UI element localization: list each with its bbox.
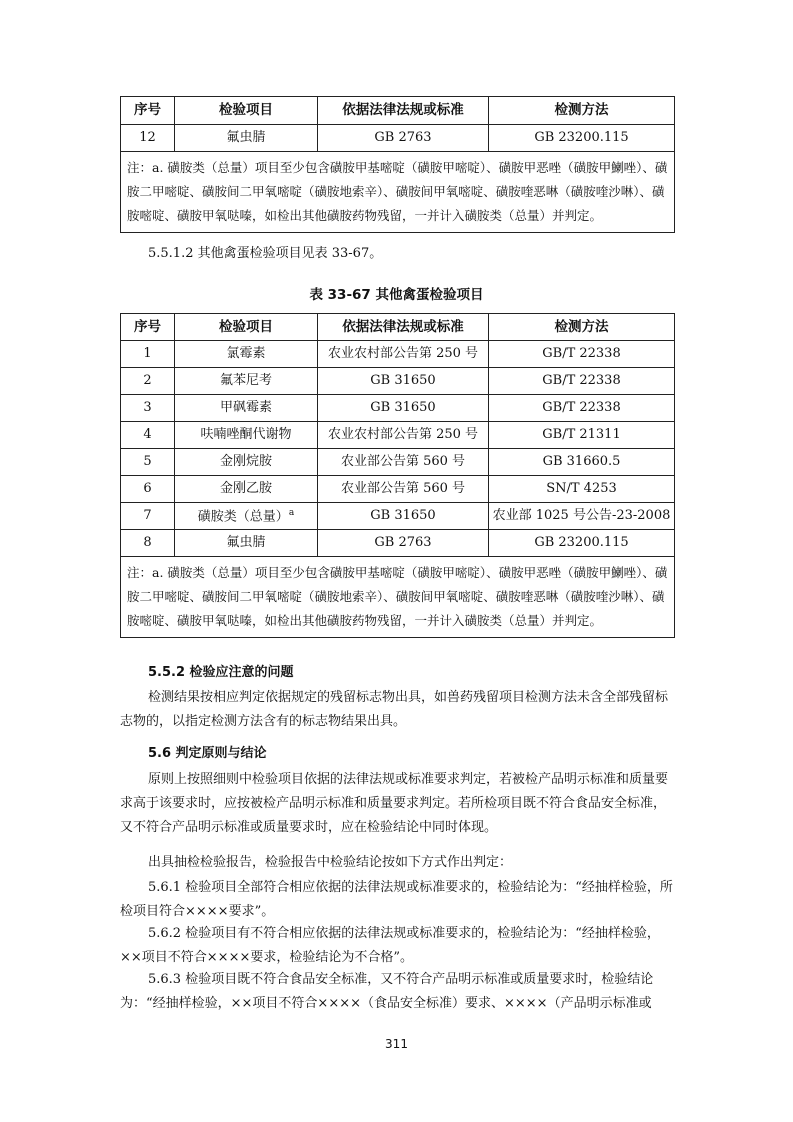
heading-552: 5.5.2 检验应注意的问题 xyxy=(148,665,294,680)
cell-item: 金刚烷胺 xyxy=(175,449,318,476)
table-row xyxy=(121,368,675,395)
cell-item: 金刚乙胺 xyxy=(175,476,318,503)
cell-method: GB 31660.5 xyxy=(489,449,675,476)
cell-method: SN/T 4253 xyxy=(489,476,675,503)
table-row xyxy=(121,530,675,557)
cell-method: GB/T 21311 xyxy=(489,422,675,449)
table-row xyxy=(121,341,675,368)
cell-item: 氟虫腈 xyxy=(175,530,318,557)
heading-56: 5.6 判定原则与结论 xyxy=(148,746,267,761)
cell-basis: GB 31650 xyxy=(318,395,489,422)
cell-index: 4 xyxy=(121,422,175,449)
cell-index: 6 xyxy=(121,476,175,503)
header-index: 序号 xyxy=(121,314,175,341)
cell-index: 8 xyxy=(121,530,175,557)
header-basis: 依据法律法规或标准 xyxy=(318,97,489,125)
footnote-marker: a xyxy=(288,507,295,518)
cell-index: 2 xyxy=(121,368,175,395)
cell-index: 7 xyxy=(121,503,175,530)
paragraph-56-2: 出具抽检检验报告，检验报告中检验结论按如下方式作出判定： xyxy=(148,855,513,870)
cell-item: 氟苯尼考 xyxy=(175,368,318,395)
cell-item: 氟虫腈 xyxy=(175,125,318,152)
paragraph-5512: 5.5.1.2 其他禽蛋检验项目见表 33-67。 xyxy=(148,246,383,261)
table-row xyxy=(121,449,675,476)
cell-basis: GB 2763 xyxy=(318,530,489,557)
cell-index: 5 xyxy=(121,449,175,476)
paragraph-561: 5.6.1 检验项目全部符合相应依据的法律法规或标准要求的，检验结论为：“经抽样检验，所检项目符合××××要求”。 xyxy=(120,880,673,919)
cell-basis: GB 31650 xyxy=(318,368,489,395)
table-row xyxy=(121,125,675,152)
cell-method: 农业部 1025 号公告-23-2008 xyxy=(489,503,675,530)
cell-basis: GB 2763 xyxy=(318,125,489,152)
table-header-row xyxy=(121,314,675,341)
cell-method: GB 23200.115 xyxy=(489,125,675,152)
table-note: 注：a. 磺胺类（总量）项目至少包含磺胺甲基嘧啶（磺胺甲嘧啶）、磺胺甲恶唑（磺胺甲鯻唑）、磺胺二甲嘧啶、磺胺间二甲氧嘧啶（磺胺地索辛）、磺胺间甲氧嘧啶、磺胺喹恶啉（磺胺喹沙啉）、磺胺嘧啶、磺胺甲氧哒嗪，如检出其他磺胺药物残留，一并计入磺胺类（总量）并判定。 xyxy=(121,557,675,638)
cell-index: 12 xyxy=(121,125,175,152)
cell-item: 呋喃唑酮代谢物 xyxy=(175,422,318,449)
page-number: 311 xyxy=(385,1037,408,1051)
table-caption: 表 33-67 其他禽蛋检验项目 xyxy=(309,287,484,303)
cell-basis: 农业部公告第 560 号 xyxy=(318,476,489,503)
header-method: 检测方法 xyxy=(489,97,675,125)
table-note-row xyxy=(121,557,675,638)
cell-method: GB 23200.115 xyxy=(489,530,675,557)
header-item: 检验项目 xyxy=(175,97,318,125)
cell-item: 氯霉素 xyxy=(175,341,318,368)
table-other-eggs xyxy=(120,313,675,638)
table-note: 注：a. 磺胺类（总量）项目至少包含磺胺甲基嘧啶（磺胺甲嘧啶）、磺胺甲恶唑（磺胺甲鯻唑）、磺胺二甲嘧啶、磺胺间二甲氧嘧啶（磺胺地索辛）、磺胺间甲氧嘧啶、磺胺喹恶啉（磺胺喹沙啉）、磺胺嘧啶、磺胺甲氧哒嗪，如检出其他磺胺药物残留，一并计入磺胺类（总量）并判定。 xyxy=(121,152,675,233)
cell-basis: 农业部公告第 560 号 xyxy=(318,449,489,476)
header-method: 检测方法 xyxy=(489,314,675,341)
cell-item: 甲砜霉素 xyxy=(175,395,318,422)
table-header-row xyxy=(121,97,675,125)
cell-basis: 农业农村部公告第 250 号 xyxy=(318,341,489,368)
header-index: 序号 xyxy=(121,97,175,125)
header-basis: 依据法律法规或标准 xyxy=(318,314,489,341)
header-item: 检验项目 xyxy=(175,314,318,341)
table-row xyxy=(121,422,675,449)
cell-item xyxy=(175,503,318,530)
paragraph-56-1: 原则上按照细则中检验项目依据的法律法规或标准要求判定，若被检产品明示标准和质量要求高于该要求时，应按被检产品明示标准和质量要求判定。若所检项目既不符合食品安全标准，又不符合产品明示标准或质量要求时，应在检验结论中同时体现。 xyxy=(120,772,669,835)
table-note-row xyxy=(121,152,675,233)
cell-method: GB/T 22338 xyxy=(489,341,675,368)
paragraph-563: 5.6.3 检验项目既不符合食品安全标准，又不符合产品明示标准或质量要求时，检验结论为：“经抽样检验，××项目不符合××××（食品安全标准）要求、××××（产品明示标准或 xyxy=(120,972,654,1011)
cell-method: GB/T 22338 xyxy=(489,395,675,422)
cell-item-text: 磺胺类（总量） xyxy=(197,508,289,524)
cell-basis: 农业农村部公告第 250 号 xyxy=(318,422,489,449)
cell-method: GB/T 22338 xyxy=(489,368,675,395)
cell-basis: GB 31650 xyxy=(318,503,489,530)
table-row xyxy=(121,503,675,530)
cell-index: 3 xyxy=(121,395,175,422)
table-row xyxy=(121,395,675,422)
table-continued xyxy=(120,96,675,233)
table-row xyxy=(121,476,675,503)
paragraph-552: 检测结果按相应判定依据规定的残留标志物出具，如兽药残留项目检测方法未含全部残留标志物的，以指定检测方法含有的标志物结果出具。 xyxy=(120,690,669,729)
paragraph-562: 5.6.2 检验项目有不符合相应依据的法律法规或标准要求的，检验结论为：“经抽样检验，××项目不符合××××要求，检验结论为不合格”。 xyxy=(120,926,660,965)
cell-index: 1 xyxy=(121,341,175,368)
